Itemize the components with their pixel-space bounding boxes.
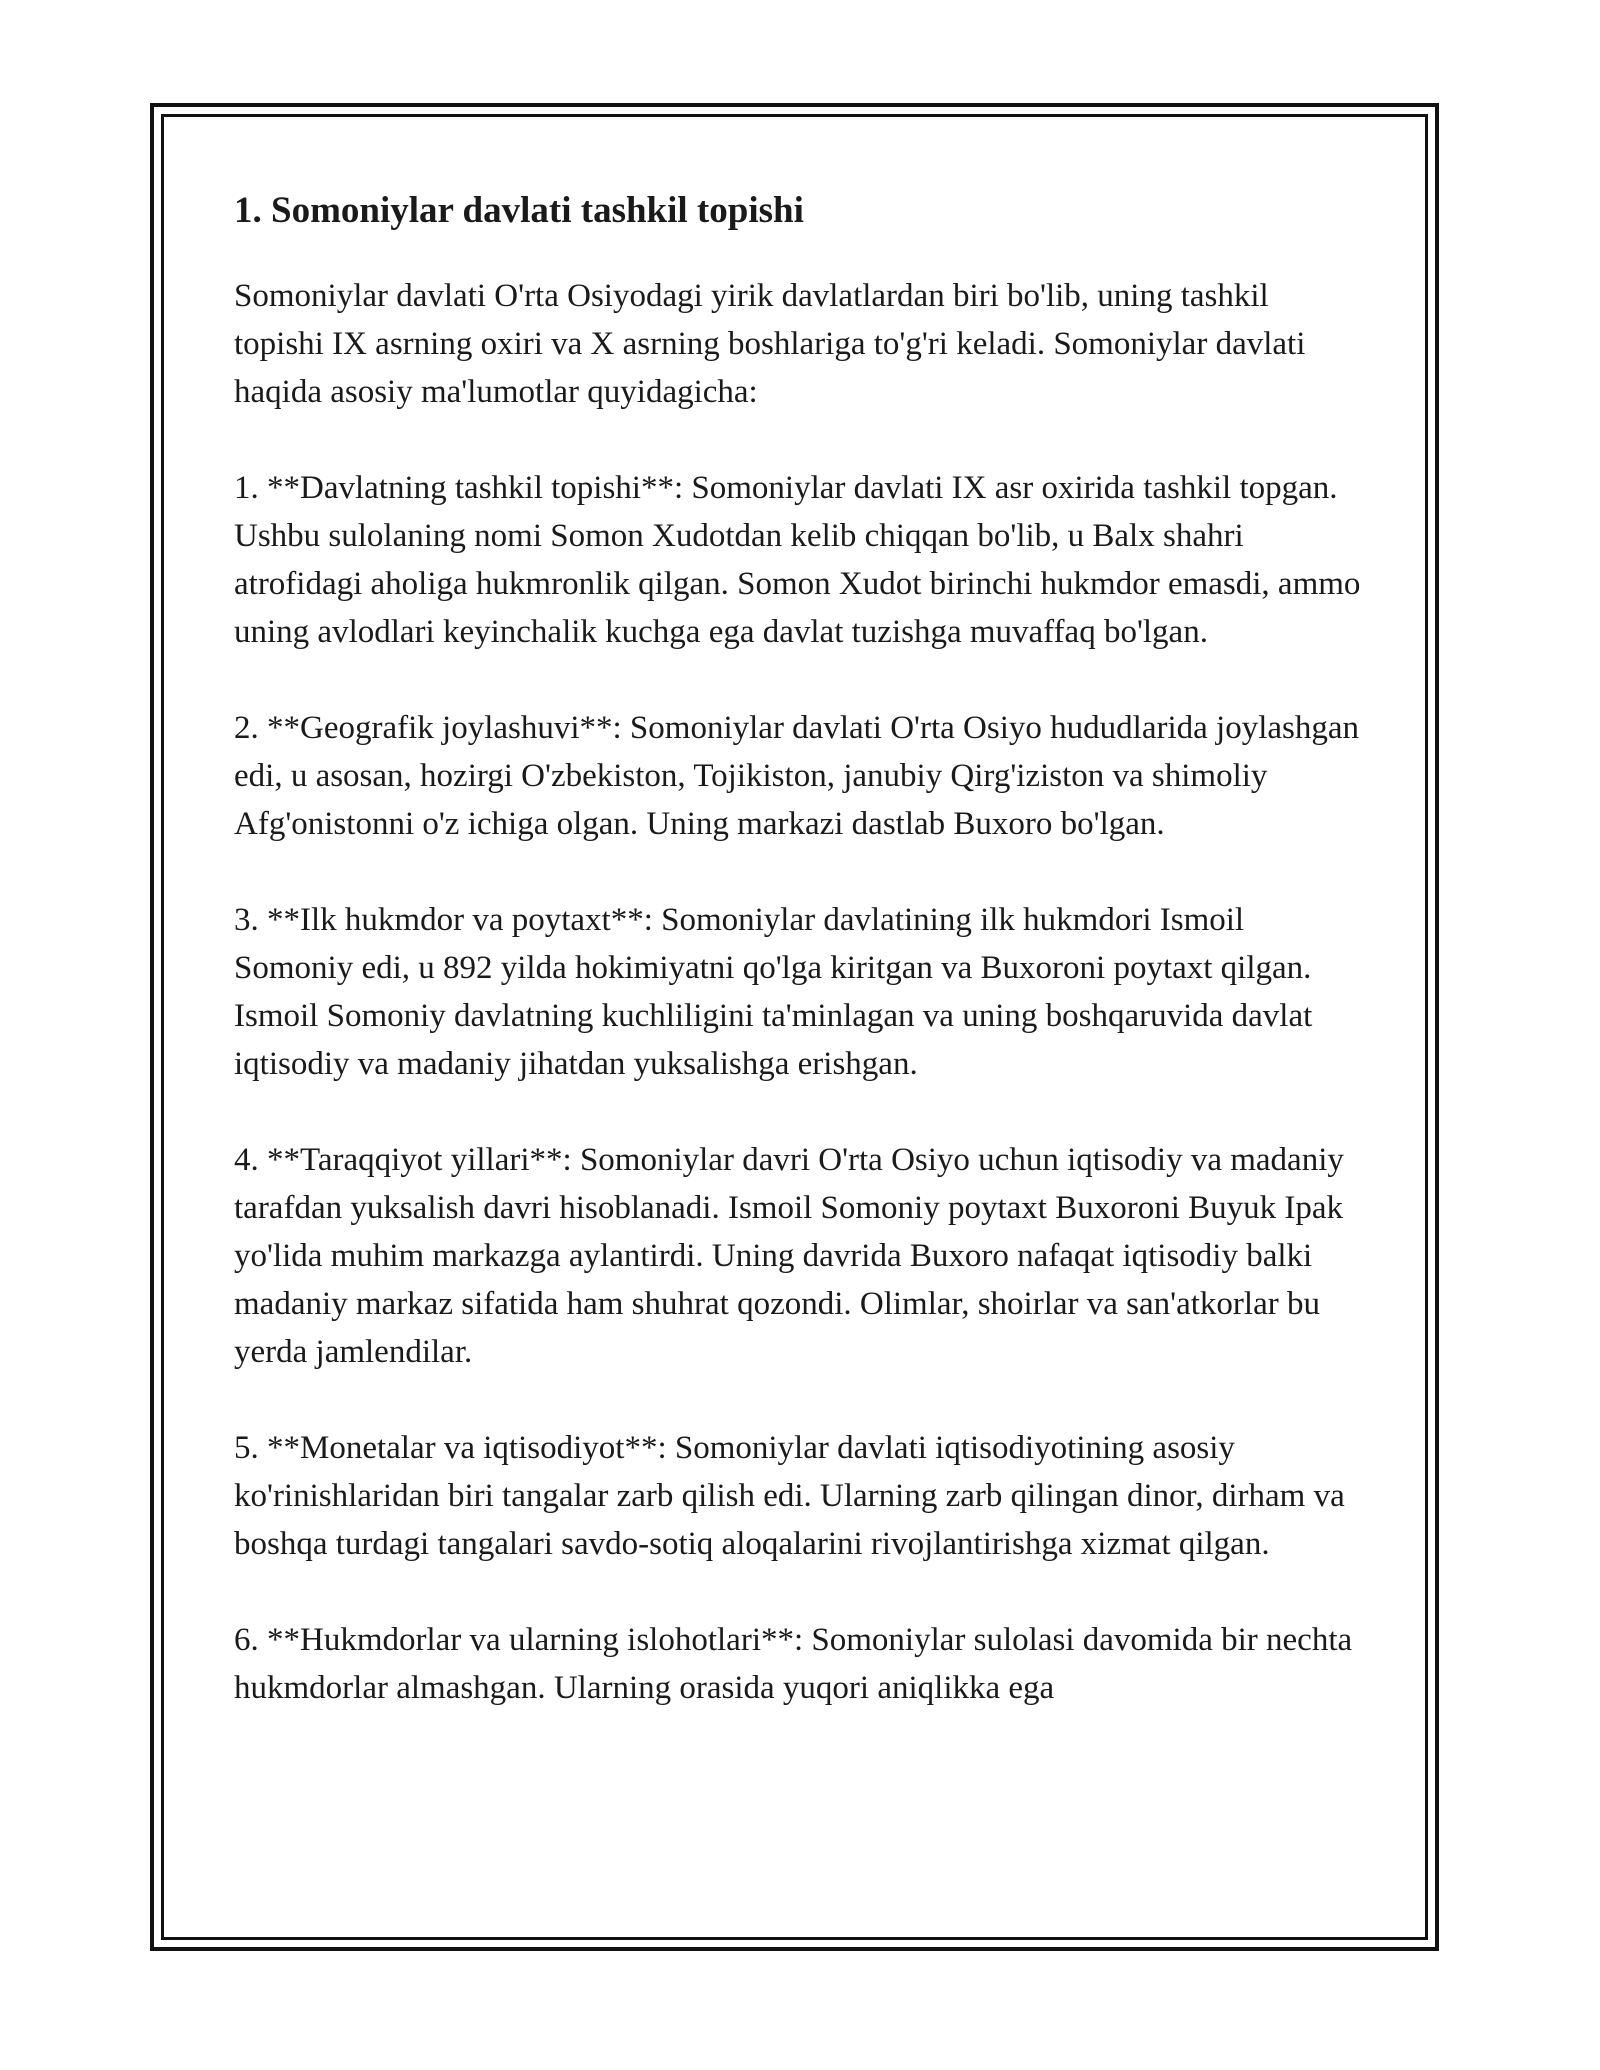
paragraph-first-ruler: 3. **Ilk hukmdor va poytaxt**: Somoniylar davlatining ilk hukmdori Ismoil Somoniy edi, u 892 yilda hokimiyatni qo'lga kiritgan va Buxoroni poytaxt qilgan. Ismoil Somoniy davlatning kuchliligini ta'minlagan va uning boshqaruvida davlat iqtisodiy va madaniy jihatdan yuksalishga erishgan. [234, 902, 1313, 1082]
paragraph-geography: 2. **Geografik joylashuvi**: Somoniylar davlati O'rta Osiyo hududlarida joylashgan edi, u asosan, hozirgi O'zbekiston, Tojikiston, janubiy Qirg'iziston va shimoliy Afg'onistonni o'z ichiga olgan. Uning markazi dastlab Buxoro bo'lgan. [234, 710, 1359, 842]
paragraph-rulers-reforms: 6. **Hukmdorlar va ularning islohotlari**: Somoniylar sulolasi davomida bir nechta hukmdorlar almashgan. Ularning orasida yuqori aniqlikka ega [234, 1622, 1353, 1706]
section-heading: 1. Somoniylar davlati tashkil topishi [234, 190, 804, 231]
intro-paragraph: Somoniylar davlati O'rta Osiyodagi yirik davlatlardan biri bo'lib, uning tashkil topishi IX asrning oxiri va X asrning boshlariga to'g'ri keladi. Somoniylar davlati haqida asosiy ma'lumotlar quyidagicha: [234, 278, 1306, 410]
paragraph-development: 4. **Taraqqiyot yillari**: Somoniylar davri O'rta Osiyo uchun iqtisodiy va madaniy tarafdan yuksalish davri hisoblanadi. Ismoil Somoniy poytaxt Buxoroni Buyuk Ipak yo'lida muhim markazga aylantirdi. Uning davrida Buxoro nafaqat iqtisodiy balki madaniy markaz sifatida ham shuhrat qozondi. Olimlar, shoirlar va san'atkorlar bu yerda jamlendilar. [234, 1142, 1344, 1370]
paragraph-coins-economy: 5. **Monetalar va iqtisodiyot**: Somoniylar davlati iqtisodiyotining asosiy ko'rinishlaridan biri tangalar zarb qilish edi. Ularning zarb qilingan dinor, dirham va boshqa turdagi tangalari savdo-sotiq aloqalarini rivojlantirishga xizmat qilgan. [234, 1430, 1345, 1562]
document-body [234, 186, 1364, 1760]
paragraph-founding: 1. **Davlatning tashkil topishi**: Somoniylar davlati IX asr oxirida tashkil topgan. Ushbu sulolaning nomi Somon Xudotdan kelib chiqqan bo'lib, u Balx shahri atrofidagi aholiga hukmronlik qilgan. Somon Xudot birinchi hukmdor emasdi, ammo uning avlodlari keyinchalik kuchga ega davlat tuzishga muvaffaq bo'lgan. [234, 470, 1361, 650]
